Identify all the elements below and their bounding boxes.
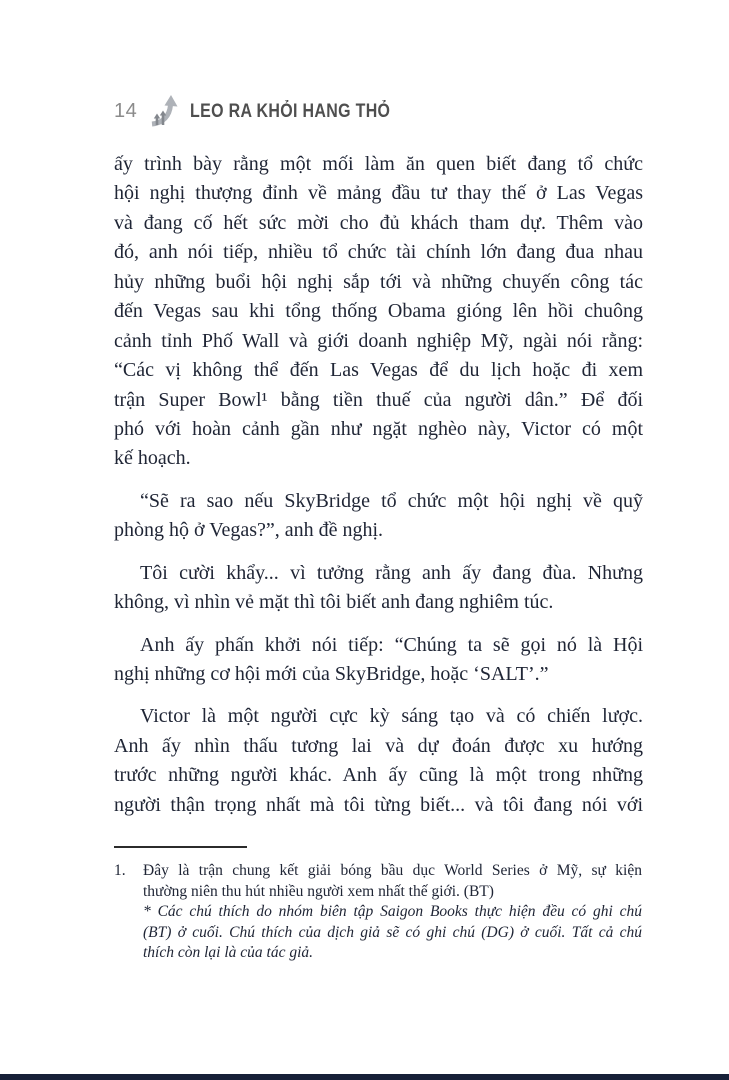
text-line: phòng hộ ở Vegas?”, anh đề nghị. bbox=[114, 519, 384, 542]
footnote-list bbox=[114, 861, 642, 964]
text-line: người thận trọng nhất mà tôi từng biết... và tôi đang nói với bbox=[114, 793, 643, 816]
footnote-line: Đây là trận chung kết giải bóng bầu dục World Series ở Mỹ, sự kiện bbox=[143, 862, 642, 879]
text-line: đến Vegas sau khi tổng thống Obama gióng lên hồi chuông bbox=[114, 300, 643, 323]
footnotes-section bbox=[114, 846, 642, 964]
text-line: hủy những buổi hội nghị sắp tới và những chuyến công tác bbox=[114, 270, 643, 293]
text-line: không, vì nhìn vẻ mặt thì tôi biết anh đang nghiêm túc. bbox=[114, 591, 554, 614]
paragraph bbox=[114, 150, 643, 474]
growth-arrow-icon bbox=[147, 94, 180, 127]
paragraph bbox=[114, 631, 643, 690]
paragraph bbox=[114, 702, 643, 820]
text-line: Tôi cười khẩy... vì tưởng rằng anh ấy đang đùa. Nhưng bbox=[140, 561, 643, 584]
text-line: hội nghị thượng đỉnh về mảng đầu tư thay thế ở Las Vegas bbox=[114, 182, 643, 205]
text-line: Anh ấy phấn khởi nói tiếp: “Chúng ta sẽ gọi nó là Hội bbox=[140, 633, 643, 656]
page-number: 14 bbox=[114, 100, 138, 122]
text-line: trận Super Bowl¹ bằng tiền thuế của người dân.” Để đối bbox=[114, 388, 643, 411]
footnote-item bbox=[114, 902, 642, 964]
footnote-line: thường niên thu hút nhiều người xem nhất thế giới. (BT) bbox=[143, 882, 494, 900]
footnote-item bbox=[114, 861, 642, 902]
footnote-lines bbox=[143, 861, 642, 902]
text-line: phó với hoàn cảnh gần như ngặt nghèo này, Victor có một bbox=[114, 417, 643, 440]
text-line: nghị những cơ hội mới của SkyBridge, hoặc ‘SALT’.” bbox=[114, 663, 549, 685]
paragraph bbox=[114, 559, 643, 618]
footnote-marker: 1. bbox=[114, 862, 126, 879]
text-line: “Sẽ ra sao nếu SkyBridge tổ chức một hội nghị về quỹ bbox=[140, 489, 643, 512]
chapter-title: LEO RA KHỎI HANG THỎ bbox=[190, 100, 391, 122]
text-line: đó, anh nói tiếp, nhiều tổ chức tài chính lớn đang đua nhau bbox=[114, 241, 643, 264]
text-line: Anh ấy nhìn thấu tương lai và dự đoán được xu hướng bbox=[114, 734, 643, 757]
text-line: cảnh tỉnh Phố Wall và giới doanh nghiệp Mỹ, ngài nói rằng: bbox=[114, 329, 643, 352]
paragraph bbox=[114, 487, 643, 546]
text-line: Victor là một người cực kỳ sáng tạo và có chiến lược. bbox=[140, 705, 643, 728]
page-bottom-bar bbox=[0, 1074, 729, 1080]
text-line: “Các vị không thể đến Las Vegas để du lịch hoặc đi xem bbox=[114, 359, 643, 382]
text-line: và đang cố hết sức mời cho đủ khách tham dự. Thêm vào bbox=[114, 211, 643, 234]
footnote-separator bbox=[114, 846, 247, 848]
footnote-lines bbox=[143, 902, 642, 964]
footnote-line: * Các chú thích do nhóm biên tập Saigon Books thực hiện đều có ghi chú bbox=[143, 903, 642, 921]
footnote-line: (BT) ở cuối. Chú thích của dịch giả sẽ có ghi chú (DG) ở cuối. Tất cả chú bbox=[143, 923, 642, 941]
running-header bbox=[114, 96, 649, 127]
text-line: kế hoạch. bbox=[114, 447, 191, 470]
body-text bbox=[114, 150, 643, 833]
footnote-line: thích còn lại là của tác giả. bbox=[143, 944, 314, 962]
text-line: ấy trình bày rằng một mối làm ăn quen biết đang tổ chức bbox=[114, 153, 643, 175]
text-line: trước những người khác. Anh ấy cũng là một trong những bbox=[114, 764, 643, 787]
